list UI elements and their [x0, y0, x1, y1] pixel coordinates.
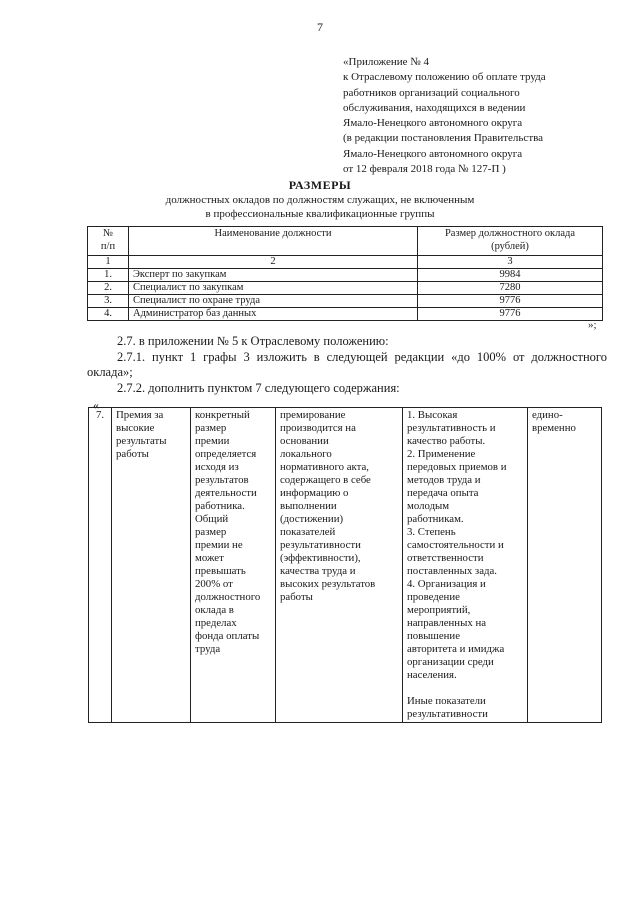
appendix-line: к Отраслевому положению об оплате труда	[343, 71, 546, 84]
row-salary: 7280	[418, 282, 603, 295]
appendix-line: обслуживания, находящихся в ведении	[343, 101, 526, 114]
header-position: Наименование должности	[129, 227, 418, 256]
table-row	[88, 269, 603, 282]
bonus-basis: премирование производится на основании локального нормативного акта, содержащего в себе информацию о выполнении (достижении) показателей результативности (эффективности), качества труда и высоких результатов работы	[276, 408, 403, 723]
table-row	[88, 282, 603, 295]
appendix-line: «Приложение № 4	[343, 56, 430, 68]
document-subtitle	[0, 193, 640, 221]
open-quote-mark: «	[93, 398, 99, 412]
bonus-name: Премия за высокие результаты работы	[112, 408, 191, 723]
table-row	[89, 408, 602, 723]
bonus-num: 7.	[89, 408, 112, 723]
appendix-header	[343, 55, 603, 177]
appendix-line: от 12 февраля 2018 года № 127-П )	[343, 163, 506, 176]
row-position: Эксперт по закупкам	[129, 269, 418, 282]
salary-table	[87, 226, 603, 321]
appendix-line: (в редакции постановления Правительства	[343, 132, 544, 145]
paragraph-2-7-2: 2.7.2. дополнить пунктом 7 следующего содержания:	[117, 381, 400, 395]
row-num: 2.	[88, 282, 129, 295]
row-position: Специалист по охране труда	[129, 295, 418, 308]
header-num: № п/п	[88, 227, 129, 256]
numbering-cell: 3	[418, 256, 603, 269]
document-title: РАЗМЕРЫ	[288, 178, 352, 192]
bonus-criteria: 1. Высокая результативность и качество работы. 2. Применение передовых приемов и методов труда и передача опыта молодым работникам. 3. Степень самостоятельности и ответственности поставленных зада. 4. Организация и проведение мероприятий, направленных на повышение авторитета и имиджа организации среди населения. Иные показатели результативности	[403, 408, 528, 723]
subtitle-line: должностных окладов по должностям служащих, не включенным	[165, 194, 475, 206]
table-row	[88, 308, 603, 321]
paragraph-2-7-1: 2.7.1. пункт 1 графы 3 изложить в следующей редакции «до 100% от должностного оклада»;	[87, 350, 607, 379]
subtitle-line: в профессиональные квалификационные группы	[205, 208, 435, 220]
row-num: 3.	[88, 295, 129, 308]
row-salary: 9776	[418, 295, 603, 308]
numbering-cell: 1	[88, 256, 129, 269]
row-salary: 9984	[418, 269, 603, 282]
appendix-line: Ямало-Ненецкого автономного округа	[343, 147, 523, 160]
bonus-size: конкретный размер премии определяется исходя из результатов деятельности работника. Общий размер премии не может превышать 200% от должностного оклада в пределах фонда оплаты труда	[191, 408, 276, 723]
paragraph-2-7: 2.7. в приложении № 5 к Отраслевому положению:	[117, 334, 389, 348]
header-salary: Размер должностного оклада (рублей)	[418, 227, 603, 256]
table-header-row	[88, 227, 603, 256]
row-salary: 9776	[418, 308, 603, 321]
row-num: 4.	[88, 308, 129, 321]
appendix-line: работников организаций социального	[343, 86, 520, 99]
row-position: Специалист по закупкам	[129, 282, 418, 295]
table-row	[88, 295, 603, 308]
table-numbering-row	[88, 256, 603, 269]
bonus-frequency: едино- временно	[528, 408, 602, 723]
numbering-cell: 2	[129, 256, 418, 269]
bonus-table	[88, 407, 602, 723]
page-number: 7	[317, 20, 323, 34]
closing-quote-mark: »;	[588, 319, 597, 331]
row-num: 1.	[88, 269, 129, 282]
appendix-line: Ямало-Ненецкого автономного округа	[343, 117, 523, 130]
row-position: Администратор баз данных	[129, 308, 418, 321]
